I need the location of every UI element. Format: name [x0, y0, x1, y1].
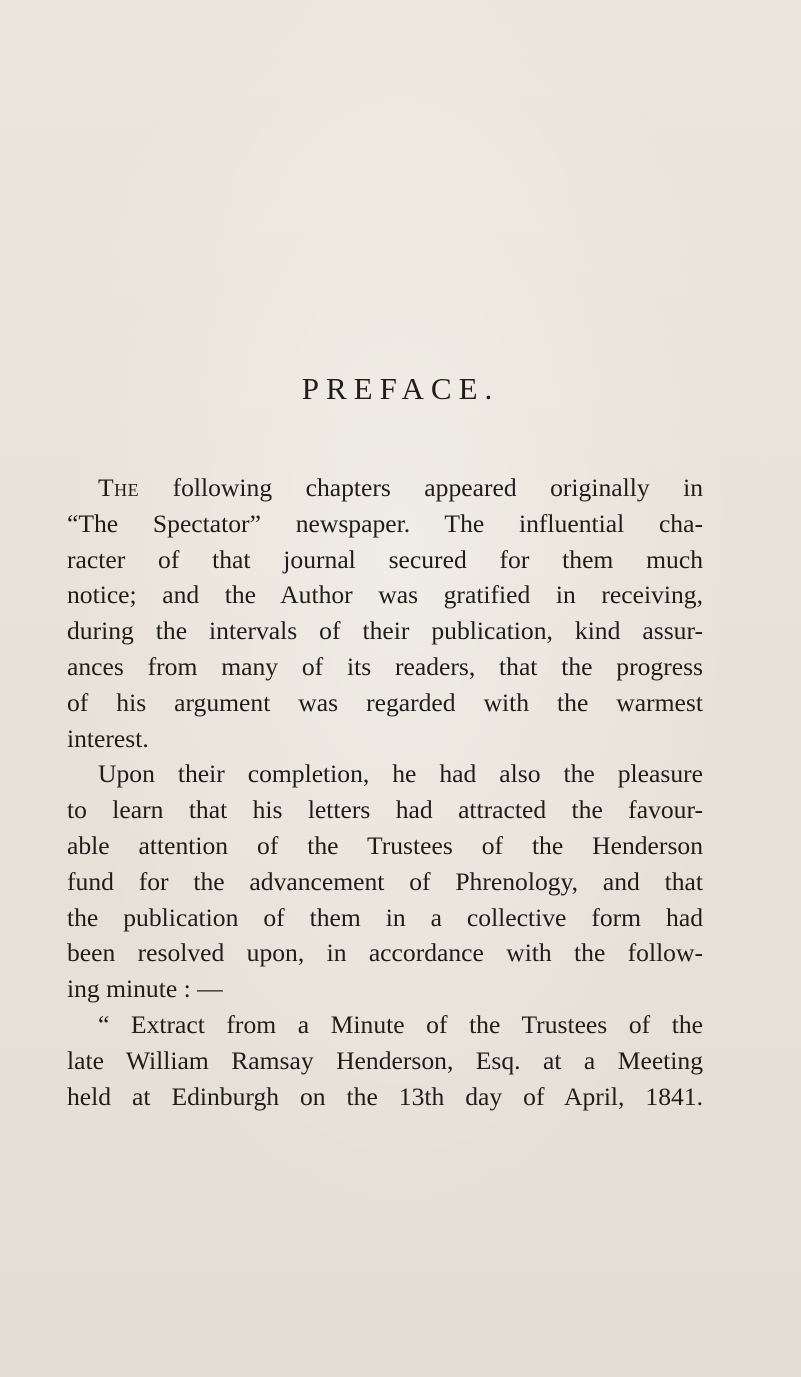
page-title: PREFACE. — [301, 371, 500, 406]
text-line: notice; and the Author was gratified in receiving, — [67, 580, 703, 610]
text-line: interest. — [67, 723, 149, 753]
drop-word: The — [98, 473, 140, 502]
text-line: fund for the advancement of Phrenology, and that — [67, 866, 703, 896]
paragraph-2 — [67, 756, 703, 1007]
text-line: ing minute : — — [67, 974, 223, 1004]
text-line: held at Edinburgh on the 13th day of April, 1841. — [67, 1081, 703, 1111]
text-line: racter of that journal secured for them much — [67, 544, 703, 574]
text-line: of his argument was regarded with the warmest — [67, 687, 703, 717]
text-line: “The Spectator” newspaper. The influential cha- — [67, 508, 703, 538]
paragraph-3 — [67, 1007, 703, 1114]
text-line: during the intervals of their publication, kind assur- — [67, 616, 703, 646]
text-line: Upon their completion, he had also the pleasure — [98, 759, 703, 789]
text-line: late William Ramsay Henderson, Esq. at a Meeting — [67, 1045, 703, 1075]
paragraph-1 — [67, 470, 703, 756]
text-line: able attention of the Trustees of the Henderson — [67, 830, 703, 860]
text-line: “ Extract from a Minute of the Trustees of the — [98, 1009, 703, 1039]
preface-body — [67, 470, 703, 1114]
text-line: to learn that his letters had attracted the favour- — [67, 795, 703, 825]
text-line: ances from many of its readers, that the progress — [67, 651, 703, 681]
text-line: The following chapters appeared originally in — [98, 473, 703, 502]
text-line: the publication of them in a collective form had — [67, 902, 703, 932]
text-line: been resolved upon, in accordance with the follow- — [67, 938, 703, 968]
